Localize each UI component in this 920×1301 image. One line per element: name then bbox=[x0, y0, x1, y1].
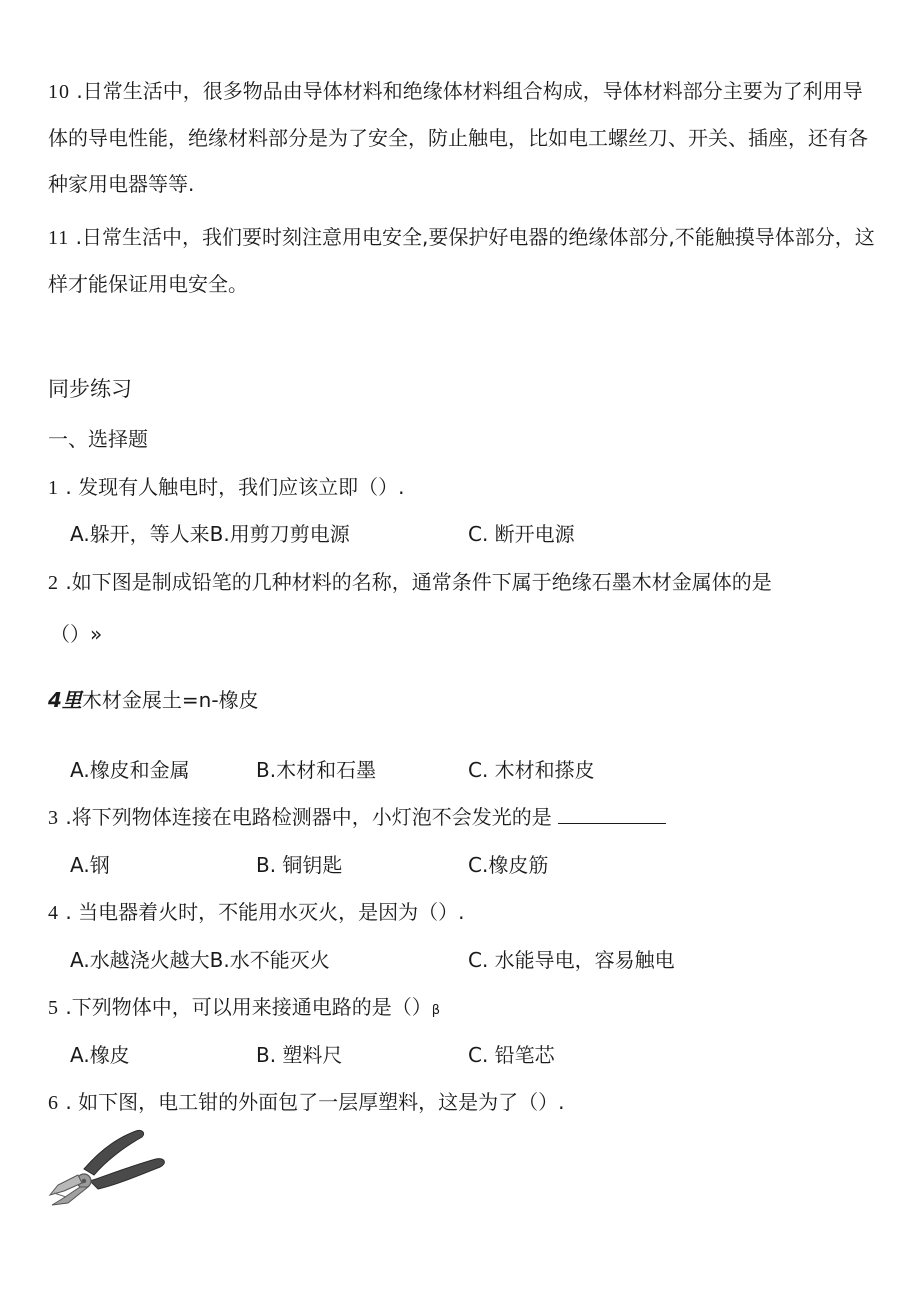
question-5-option: A.橡皮 bbox=[70, 1043, 130, 1067]
question-2-option: B.木材和石墨 bbox=[256, 758, 377, 782]
question-1-stem bbox=[48, 473, 404, 502]
question-text: .如下图是制成铅笔的几种材料的名称，通常条件下属于绝缘石墨木材金属体的是 bbox=[59, 570, 772, 594]
note-text: .日常生活中，很多物品由导体材料和绝缘体材料组合构成，导体材料部分主要为了利用导体的导电性能，绝缘材料部分是为了安全，防止触电，比如电工螺丝刀、开关、插座，还有各种家用电器等等. bbox=[48, 79, 868, 196]
question-3-option: A.钢 bbox=[70, 853, 110, 877]
note-text: .日常生活中，我们要时刻注意用电安全,要保护好电器的绝缘体部分,不能触摸导体部分，这样才能保证用电安全。 bbox=[48, 225, 875, 296]
note-number: 11 bbox=[48, 227, 70, 249]
stem-suffix: β bbox=[431, 1003, 441, 1018]
question-1-option: A.躲开，等人来B.用剪刀剪电源 bbox=[70, 522, 350, 546]
question-text: .下列物体中，可以用来接通电路的是（） bbox=[59, 995, 432, 1019]
question-number: 4 bbox=[48, 902, 59, 924]
question-5-option: C. 铅笔芯 bbox=[468, 1043, 555, 1067]
question-6-stem bbox=[48, 1088, 564, 1117]
question-number: 1 bbox=[48, 477, 59, 499]
question-number: 3 bbox=[48, 807, 59, 829]
question-5-stem bbox=[48, 993, 440, 1025]
note-number: 10 bbox=[48, 81, 70, 103]
question-number: 6 bbox=[48, 1092, 59, 1114]
question-number: 2 bbox=[48, 572, 59, 594]
subsection-title: 一、选择题 bbox=[48, 427, 148, 451]
figure-text-body: 木材金展土=n-橡皮 bbox=[81, 688, 259, 712]
question-text: .将下列物体连接在电路检测器中，小灯泡不会发光的是 bbox=[59, 805, 552, 829]
question-3-option: C.橡皮筋 bbox=[468, 853, 549, 877]
note-10 bbox=[48, 68, 878, 207]
question-2-figure-text bbox=[48, 686, 259, 714]
question-2-option: C. 木材和搽皮 bbox=[468, 758, 595, 782]
question-4-stem bbox=[48, 898, 464, 927]
figure-text-lead: 4里 bbox=[48, 688, 82, 712]
question-text: . 如下图，电工钳的外面包了一层厚塑料，这是为了（）. bbox=[59, 1090, 565, 1114]
question-2-stem-continued: （）» bbox=[50, 622, 103, 646]
question-4-option: A.水越浇火越大B.水不能灭火 bbox=[70, 948, 330, 972]
question-number: 5 bbox=[48, 997, 59, 1019]
question-3-option: B. 铜钥匙 bbox=[256, 853, 343, 877]
section-title: 同步练习 bbox=[48, 377, 132, 401]
question-4-option: C. 水能导电，容易触电 bbox=[468, 948, 675, 972]
note-11 bbox=[48, 214, 878, 307]
pliers-icon bbox=[44, 1125, 168, 1209]
question-3-stem bbox=[48, 803, 666, 832]
question-1-option: C. 断开电源 bbox=[468, 522, 575, 546]
question-5-option: B. 塑料尺 bbox=[256, 1043, 343, 1067]
question-text: . 当电器着火时，不能用水灭火，是因为（）. bbox=[59, 900, 465, 924]
question-text: . 发现有人触电时，我们应该立即（）. bbox=[59, 475, 405, 499]
question-2-stem bbox=[48, 568, 772, 597]
answer-blank bbox=[558, 805, 666, 824]
question-2-option: A.橡皮和金属 bbox=[70, 758, 190, 782]
